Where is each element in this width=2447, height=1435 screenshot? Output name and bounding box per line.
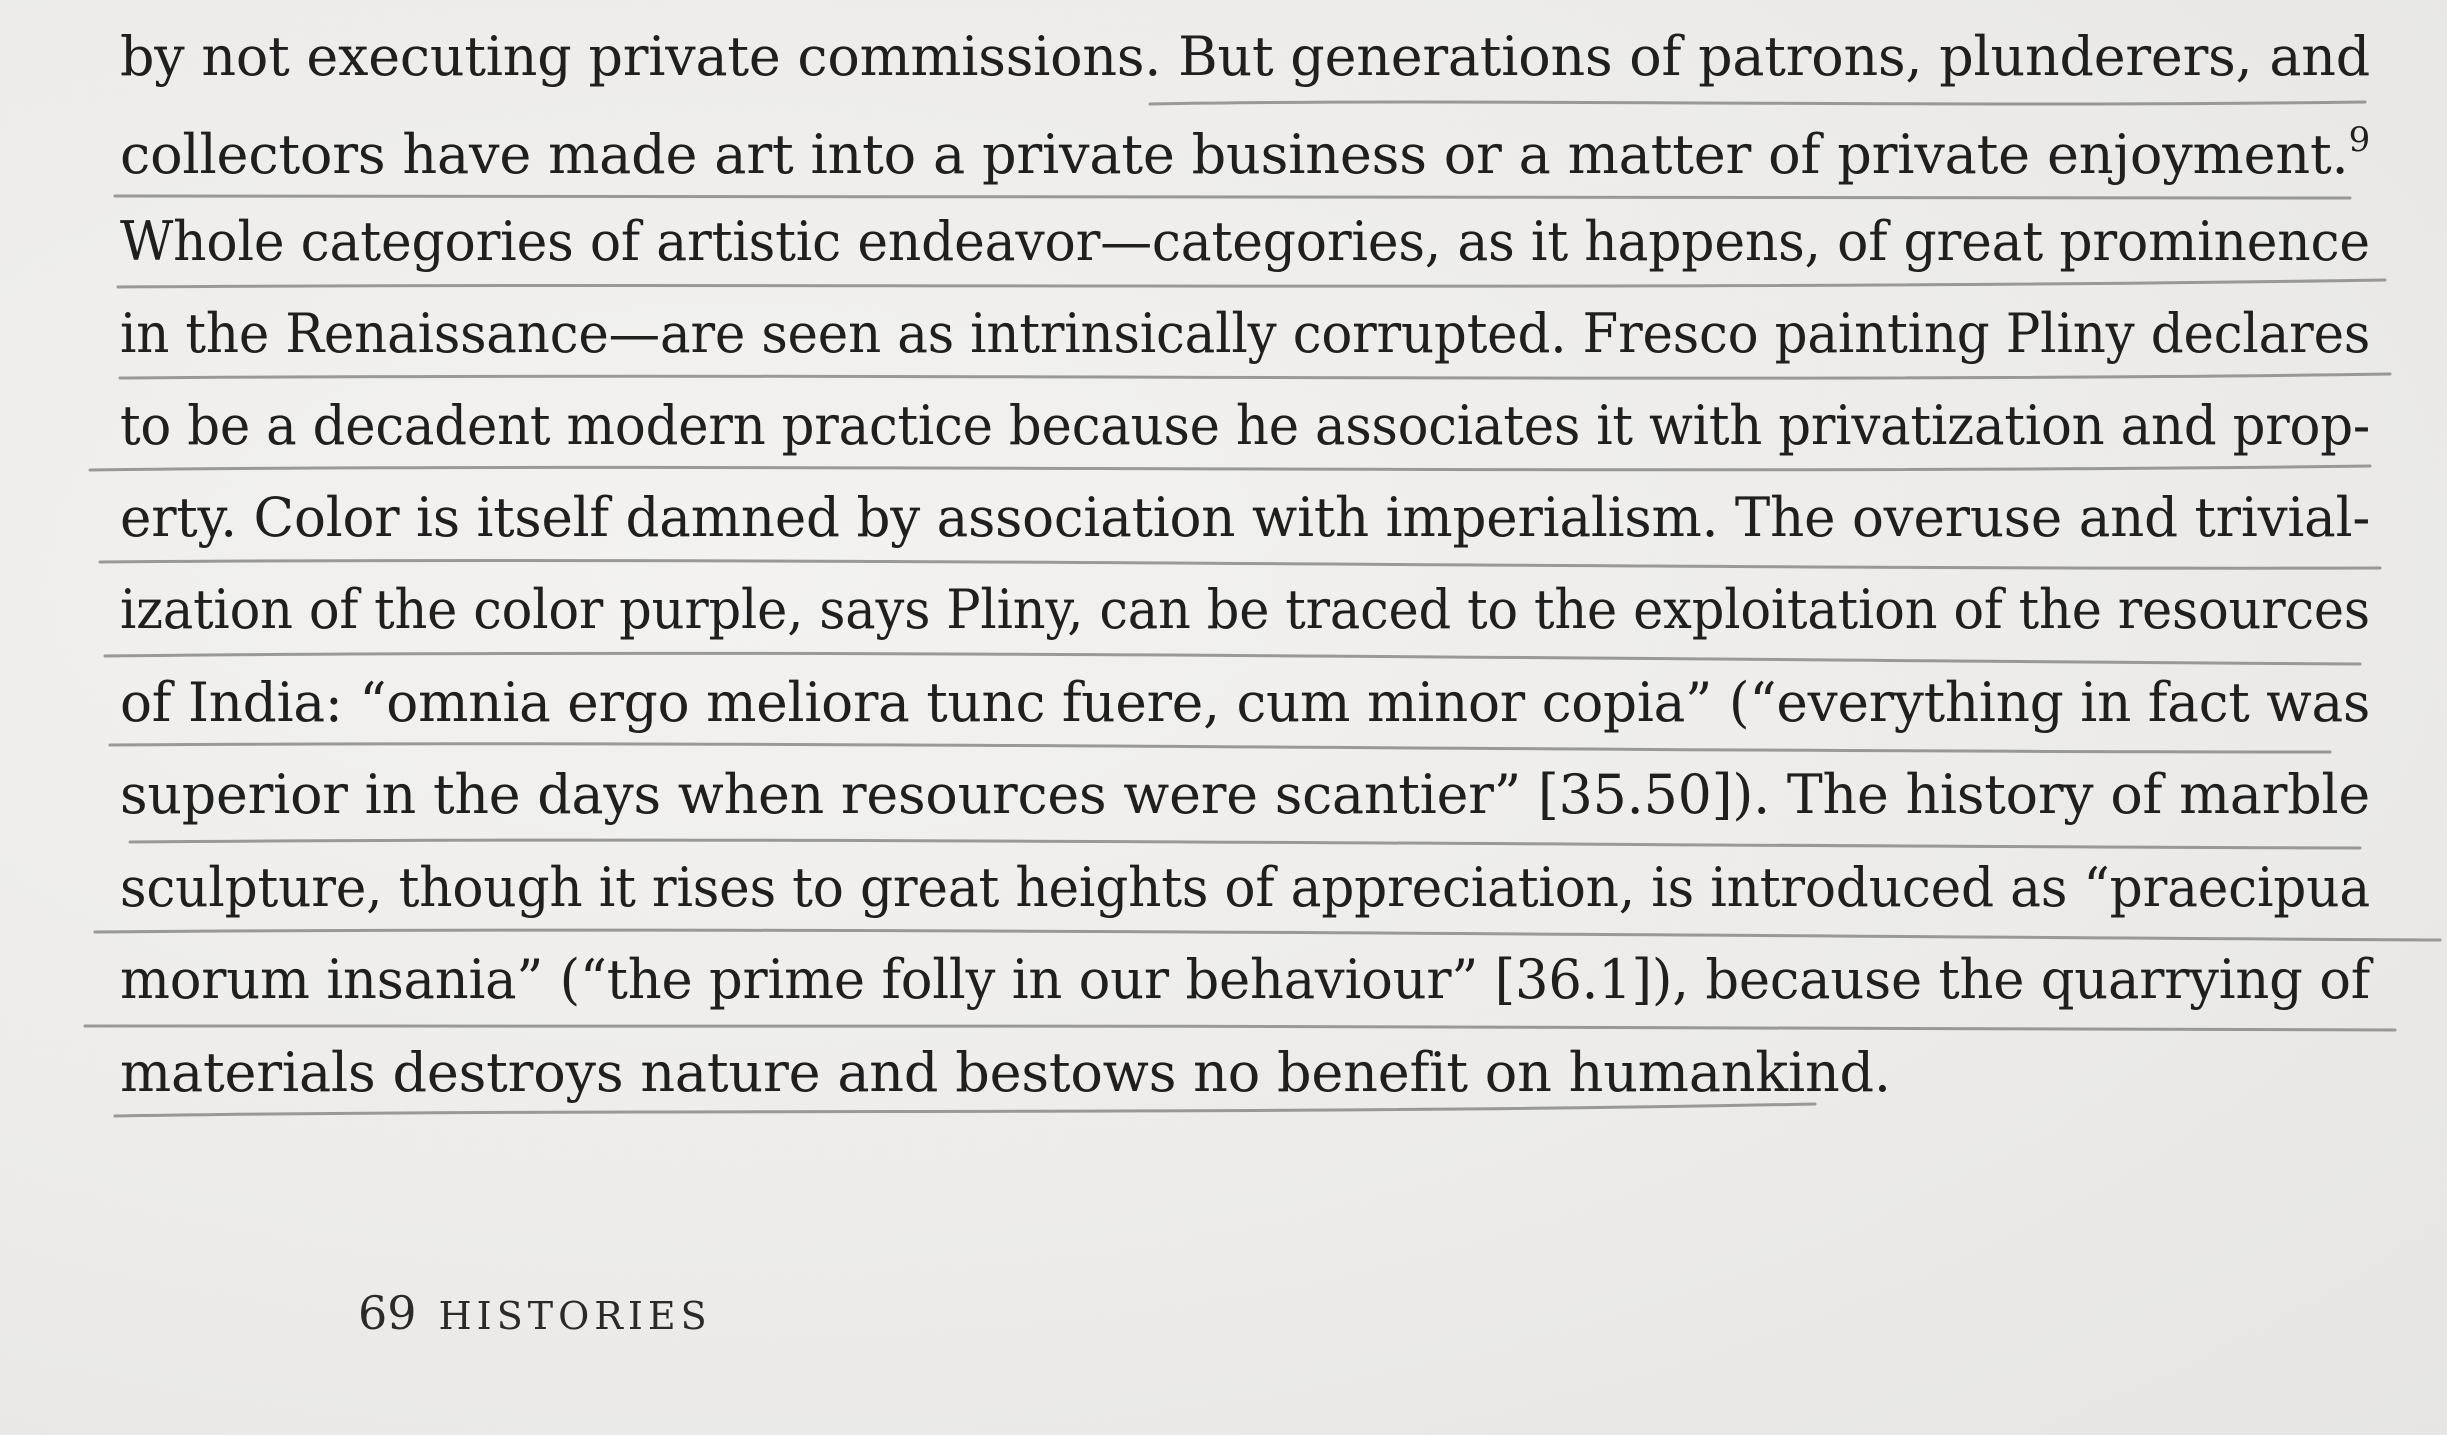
underline-10 <box>95 930 2440 940</box>
underline-2 <box>115 194 2350 199</box>
underline-4 <box>120 374 2390 378</box>
line-text: to be a decadent modern practice because he associates it with privatization and prop- <box>120 394 2371 457</box>
underline-6 <box>100 560 2380 568</box>
line-text: ization of the color purple, says Pliny, can be traced to the exploitation of the resources <box>120 578 2370 641</box>
line-text: erty. Color is itself damned by association with imperialism. The overuse and trivial- <box>120 486 2371 549</box>
line-text: Whole categories of artistic endeavor—categories, as it happens, of great prominence <box>120 210 2370 273</box>
line-text: by not executing private commissions. But generations of patrons, plunderers, and <box>120 25 2371 88</box>
underline-9 <box>130 840 2360 848</box>
page-footer <box>358 1286 712 1340</box>
underline-7 <box>105 653 2360 664</box>
underline-8 <box>110 744 2330 752</box>
underline-1 <box>1150 102 2365 104</box>
line-text: morum insania” (“the prime folly in our behaviour” [36.1]), because the quarrying of <box>120 948 2371 1011</box>
footnote-marker: 9 <box>2348 120 2371 160</box>
line-text: in the Renaissance—are seen as intrinsically corrupted. Fresco painting Pliny declares <box>120 302 2371 365</box>
running-head: HISTORIES <box>438 1294 712 1338</box>
underline-3 <box>118 280 2385 287</box>
line-text: superior in the days when resources were scantier” [35.50]). The history of marble <box>120 763 2371 826</box>
line-text: sculpture, though it rises to great heights of appreciation, is introduced as “praecipua <box>120 856 2370 919</box>
line-text: materials destroys nature and bestows no benefit on humankind. <box>120 1041 1891 1104</box>
page-number: 69 <box>358 1286 417 1340</box>
underline-11 <box>85 1024 2395 1030</box>
underline-12 <box>115 1104 1815 1116</box>
line-text: of India: “omnia ergo meliora tunc fuere, cum minor copia” (“everything in fact was <box>120 671 2371 734</box>
underline-5 <box>90 466 2370 470</box>
line-text: collectors have made art into a private business or a matter of private enjoyment. <box>120 123 2349 186</box>
